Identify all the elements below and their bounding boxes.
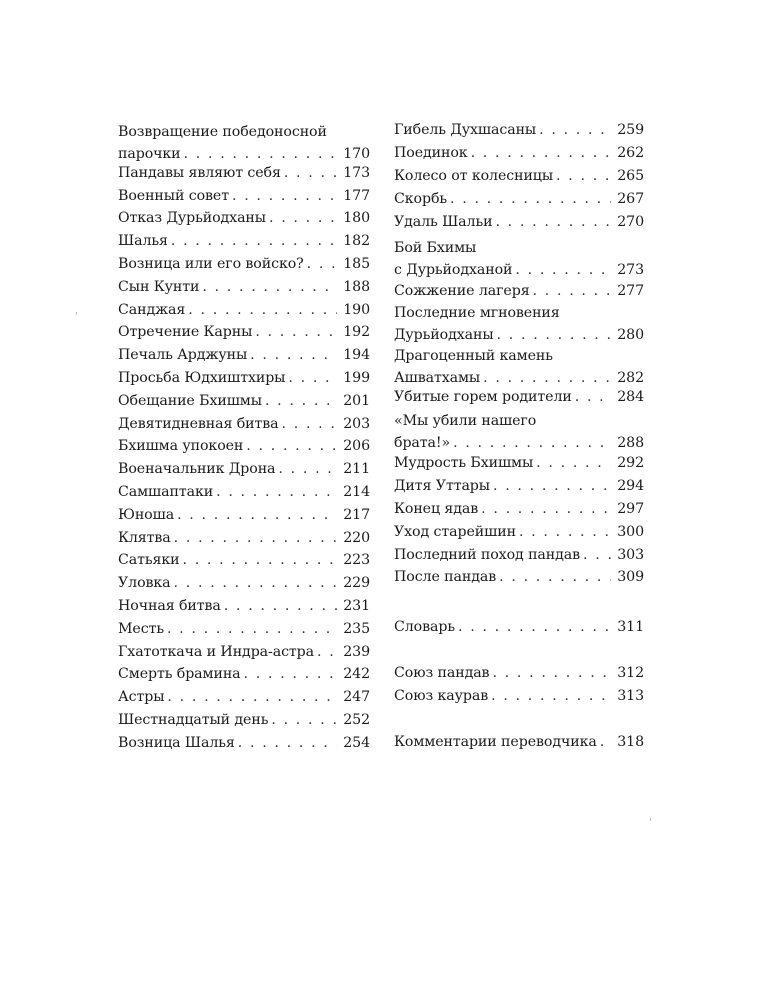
dot-leader xyxy=(471,142,612,164)
toc-entry-page: 259 xyxy=(617,122,644,138)
toc-entry-page: 180 xyxy=(343,210,370,226)
dot-leader xyxy=(284,162,337,184)
dot-leader xyxy=(288,367,337,389)
dot-leader xyxy=(536,452,611,474)
toc-entry xyxy=(118,618,370,640)
toc-entry-page: 239 xyxy=(343,644,370,660)
toc-entry-page: 199 xyxy=(343,370,370,386)
toc-entry-page: 313 xyxy=(617,688,644,704)
toc-entry-title-line1: Бой Бхимы xyxy=(394,240,477,256)
dot-leader xyxy=(282,413,338,435)
toc-entry-title: Военачальник Дрона xyxy=(118,461,276,477)
toc-entry-page: 280 xyxy=(617,327,644,343)
toc-entry-title: Бхишма упокоен xyxy=(118,438,244,454)
toc-entry xyxy=(394,142,644,164)
dot-leader xyxy=(307,253,338,275)
toc-entry-title-line1: Возвращение победоносной xyxy=(118,124,327,140)
toc-entry xyxy=(394,237,644,281)
toc-entry xyxy=(118,230,370,252)
toc-entry-page: 282 xyxy=(617,370,644,386)
dot-leader xyxy=(515,259,611,281)
toc-entry-page: 284 xyxy=(617,389,644,405)
toc-entry-page: 270 xyxy=(617,214,644,230)
toc-entry xyxy=(118,121,370,165)
toc-entry xyxy=(118,162,370,184)
dot-leader xyxy=(556,165,611,187)
toc-entry-title: Пандавы являют себя xyxy=(118,165,281,181)
toc-entry-page: 288 xyxy=(617,435,644,451)
toc-entry xyxy=(118,390,370,412)
dot-leader xyxy=(216,481,337,503)
toc-entry-title: Гхатоткача и Индра-астра xyxy=(118,644,315,660)
toc-entry-page: 217 xyxy=(343,507,370,523)
toc-entry xyxy=(394,119,644,141)
dot-leader xyxy=(188,299,337,321)
toc-entry-title: Месть xyxy=(118,621,164,637)
dot-leader xyxy=(317,641,337,663)
toc-entry-page: 242 xyxy=(343,666,370,682)
toc-entry xyxy=(118,299,370,321)
toc-entry-title: Печаль Арджуны xyxy=(118,347,248,363)
dot-leader xyxy=(492,662,611,684)
dot-leader xyxy=(177,504,337,526)
toc-entry-title: После пандав xyxy=(394,569,497,585)
dot-leader xyxy=(450,188,611,210)
toc-entry-page: 223 xyxy=(343,552,370,568)
dot-leader xyxy=(278,458,337,480)
toc-entry-title: Астры xyxy=(118,689,165,705)
toc-entry xyxy=(118,641,370,663)
toc-entry-title: Комментарии переводчика xyxy=(394,734,597,750)
dot-leader xyxy=(575,386,611,408)
toc-entry-title: Отречение Карны xyxy=(118,324,253,340)
toc-entry-title: Отказ Дурьйодханы xyxy=(118,210,266,226)
toc-entry-page: 254 xyxy=(343,735,370,751)
dot-leader xyxy=(495,211,611,233)
toc-entry xyxy=(118,709,370,731)
dot-leader xyxy=(583,544,611,566)
toc-entry-title: Дурьйодханы xyxy=(394,327,494,343)
toc-entry xyxy=(394,410,644,454)
toc-entry-title: Ашватхамы xyxy=(394,370,481,386)
toc-entry xyxy=(118,595,370,617)
toc-entry xyxy=(118,732,370,754)
toc-entry xyxy=(394,452,644,474)
toc-entry-page: 194 xyxy=(343,347,370,363)
toc-entry xyxy=(118,663,370,685)
paper-speck xyxy=(76,312,77,315)
toc-entry xyxy=(118,435,370,457)
toc-entry xyxy=(118,321,370,343)
dot-leader xyxy=(182,549,337,571)
toc-entry-title: Самшаптаки xyxy=(118,484,214,500)
toc-entry-page: 303 xyxy=(617,547,644,563)
toc-entry-title: Уход старейшин xyxy=(394,524,516,540)
toc-entry-title: Гибель Духшасаны xyxy=(394,122,537,138)
toc-entry xyxy=(118,458,370,480)
toc-entry xyxy=(394,475,644,497)
toc-entry-title: Скорбь xyxy=(394,191,448,207)
dot-leader xyxy=(481,498,611,520)
toc-entry-title: Смерть брамина xyxy=(118,666,241,682)
toc-entry xyxy=(394,544,644,566)
toc-entry xyxy=(394,662,644,684)
toc-entry xyxy=(118,253,370,275)
toc-entry-page: 300 xyxy=(617,524,644,540)
toc-entry-page: 265 xyxy=(617,168,644,184)
toc-entry-title: Сатьяки xyxy=(118,552,180,568)
toc-entry-page: 192 xyxy=(343,324,370,340)
toc-entry-page: 229 xyxy=(343,575,370,591)
toc-entry-page: 211 xyxy=(343,461,370,477)
toc-entry xyxy=(394,731,644,753)
toc-entry-page: 311 xyxy=(617,619,644,635)
toc-entry-title: Возница Шалья xyxy=(118,735,235,751)
toc-entry-page: 182 xyxy=(343,233,370,249)
toc-entry xyxy=(118,413,370,435)
toc-entry xyxy=(118,527,370,549)
dot-leader xyxy=(224,595,337,617)
dot-leader xyxy=(255,321,337,343)
toc-entry-page: 170 xyxy=(343,146,370,162)
toc-entry xyxy=(394,188,644,210)
paper-speck xyxy=(650,818,651,821)
toc-entry xyxy=(394,616,644,638)
toc-entry-page: 292 xyxy=(617,455,644,471)
toc-entry-page: 173 xyxy=(343,165,370,181)
toc-entry-page: 203 xyxy=(343,416,370,432)
toc-entry xyxy=(118,549,370,571)
dot-leader xyxy=(600,731,612,753)
toc-entry-title: Мудрость Бхишмы xyxy=(394,455,534,471)
dot-leader xyxy=(519,521,611,543)
toc-entry-title: Обещание Бхишмы xyxy=(118,393,262,409)
toc-entry-page: 190 xyxy=(343,302,370,318)
dot-leader xyxy=(202,276,337,298)
toc-entry-page: 318 xyxy=(617,734,644,750)
toc-entry-title: Юноша xyxy=(118,507,175,523)
toc-entry-title: Колесо от колесницы xyxy=(394,168,554,184)
toc-entry-title-line1: «Мы убили нашего xyxy=(394,413,537,429)
toc-entry-title: Военный совет xyxy=(118,188,229,204)
toc-entry-title: Уловка xyxy=(118,575,171,591)
toc-entry xyxy=(118,207,370,229)
toc-entry xyxy=(118,481,370,503)
toc-entry-title: Возница или его войско? xyxy=(118,256,304,272)
toc-entry-title: Просьба Юдхиштхиры xyxy=(118,370,286,386)
toc-entry xyxy=(394,165,644,187)
dot-leader xyxy=(232,185,337,207)
toc-entry xyxy=(394,211,644,233)
toc-entry xyxy=(394,280,644,302)
toc-entry xyxy=(118,572,370,594)
toc-entry-title: Союз пандав xyxy=(394,665,490,681)
toc-entry xyxy=(394,345,644,389)
dot-leader xyxy=(493,475,611,497)
toc-entry-title: Санджая xyxy=(118,302,186,318)
toc-entry-page: 201 xyxy=(343,393,370,409)
toc-entry-title: Ночная битва xyxy=(118,598,221,614)
toc-entry-title: Конец ядав xyxy=(394,501,479,517)
toc-entry xyxy=(394,498,644,520)
dot-leader xyxy=(246,435,337,457)
toc-entry xyxy=(394,685,644,707)
toc-entry-title: Дитя Уттары xyxy=(394,478,490,494)
toc-entry-page: 188 xyxy=(343,279,370,295)
toc-entry-page: 294 xyxy=(617,478,644,494)
dot-leader xyxy=(497,324,612,346)
toc-entry xyxy=(118,367,370,389)
dot-leader xyxy=(491,685,611,707)
dot-leader xyxy=(271,709,337,731)
toc-entry-title: с Дурьйодханой xyxy=(394,262,513,278)
dot-leader xyxy=(533,280,612,302)
toc-entry-page: 206 xyxy=(343,438,370,454)
dot-leader xyxy=(167,686,337,708)
dot-leader xyxy=(174,527,338,549)
toc-entry xyxy=(394,386,644,408)
toc-entry-title: Удаль Шальи xyxy=(394,214,493,230)
toc-entry-page: 177 xyxy=(343,188,370,204)
toc-entry xyxy=(394,302,644,346)
toc-entry xyxy=(118,504,370,526)
dot-leader xyxy=(244,663,338,685)
toc-entry-page: 247 xyxy=(343,689,370,705)
toc-entry-title-line1: Последние мгновения xyxy=(394,305,560,321)
toc-entry-page: 309 xyxy=(617,569,644,585)
dot-leader xyxy=(265,390,337,412)
toc-entry xyxy=(118,344,370,366)
toc-entry-title: Клятва xyxy=(118,530,171,546)
toc-entry-page: 312 xyxy=(617,665,644,681)
toc-entry-title: Убитые горем родители xyxy=(394,389,572,405)
toc-entry-title: Последний поход пандав xyxy=(394,547,581,563)
toc-entry-title: брата!» xyxy=(394,435,451,451)
toc-entry-title: Сожжение лагеря xyxy=(394,283,530,299)
dot-leader xyxy=(174,572,338,594)
dot-leader xyxy=(167,618,337,640)
toc-entry-page: 220 xyxy=(343,530,370,546)
toc-entry-title: Поединок xyxy=(394,145,468,161)
toc-entry-title: Шестнадцатый день xyxy=(118,712,269,728)
toc-entry-title: Девятидневная битва xyxy=(118,416,279,432)
dot-leader xyxy=(269,207,337,229)
dot-leader xyxy=(539,119,611,141)
toc-entry-title: Шалья xyxy=(118,233,168,249)
dot-leader xyxy=(238,732,337,754)
toc-entry-page: 231 xyxy=(343,598,370,614)
toc-entry-page: 262 xyxy=(617,145,644,161)
dot-leader xyxy=(250,344,337,366)
toc-entry xyxy=(118,185,370,207)
toc-entry-page: 252 xyxy=(343,712,370,728)
toc-entry-title-line1: Драгоценный камень xyxy=(394,348,553,364)
toc-entry xyxy=(394,521,644,543)
toc-entry-page: 273 xyxy=(617,262,644,278)
dot-leader xyxy=(171,230,337,252)
dot-leader xyxy=(458,616,611,638)
toc-entry-title: Союз каурав xyxy=(394,688,489,704)
toc-entry-title: Словарь xyxy=(394,619,455,635)
toc-entry-page: 185 xyxy=(343,256,370,272)
toc-entry xyxy=(118,686,370,708)
toc-entry-title: Сын Кунти xyxy=(118,279,200,295)
dot-leader xyxy=(499,566,611,588)
toc-entry-page: 235 xyxy=(343,621,370,637)
dot-leader xyxy=(453,432,611,454)
toc-entry-page: 267 xyxy=(617,191,644,207)
toc-entry-page: 214 xyxy=(343,484,370,500)
toc-entry-page: 297 xyxy=(617,501,644,517)
toc-entry-title: парочки xyxy=(118,146,181,162)
toc-entry-page: 277 xyxy=(617,283,644,299)
toc-entry xyxy=(394,566,644,588)
toc-entry xyxy=(118,276,370,298)
